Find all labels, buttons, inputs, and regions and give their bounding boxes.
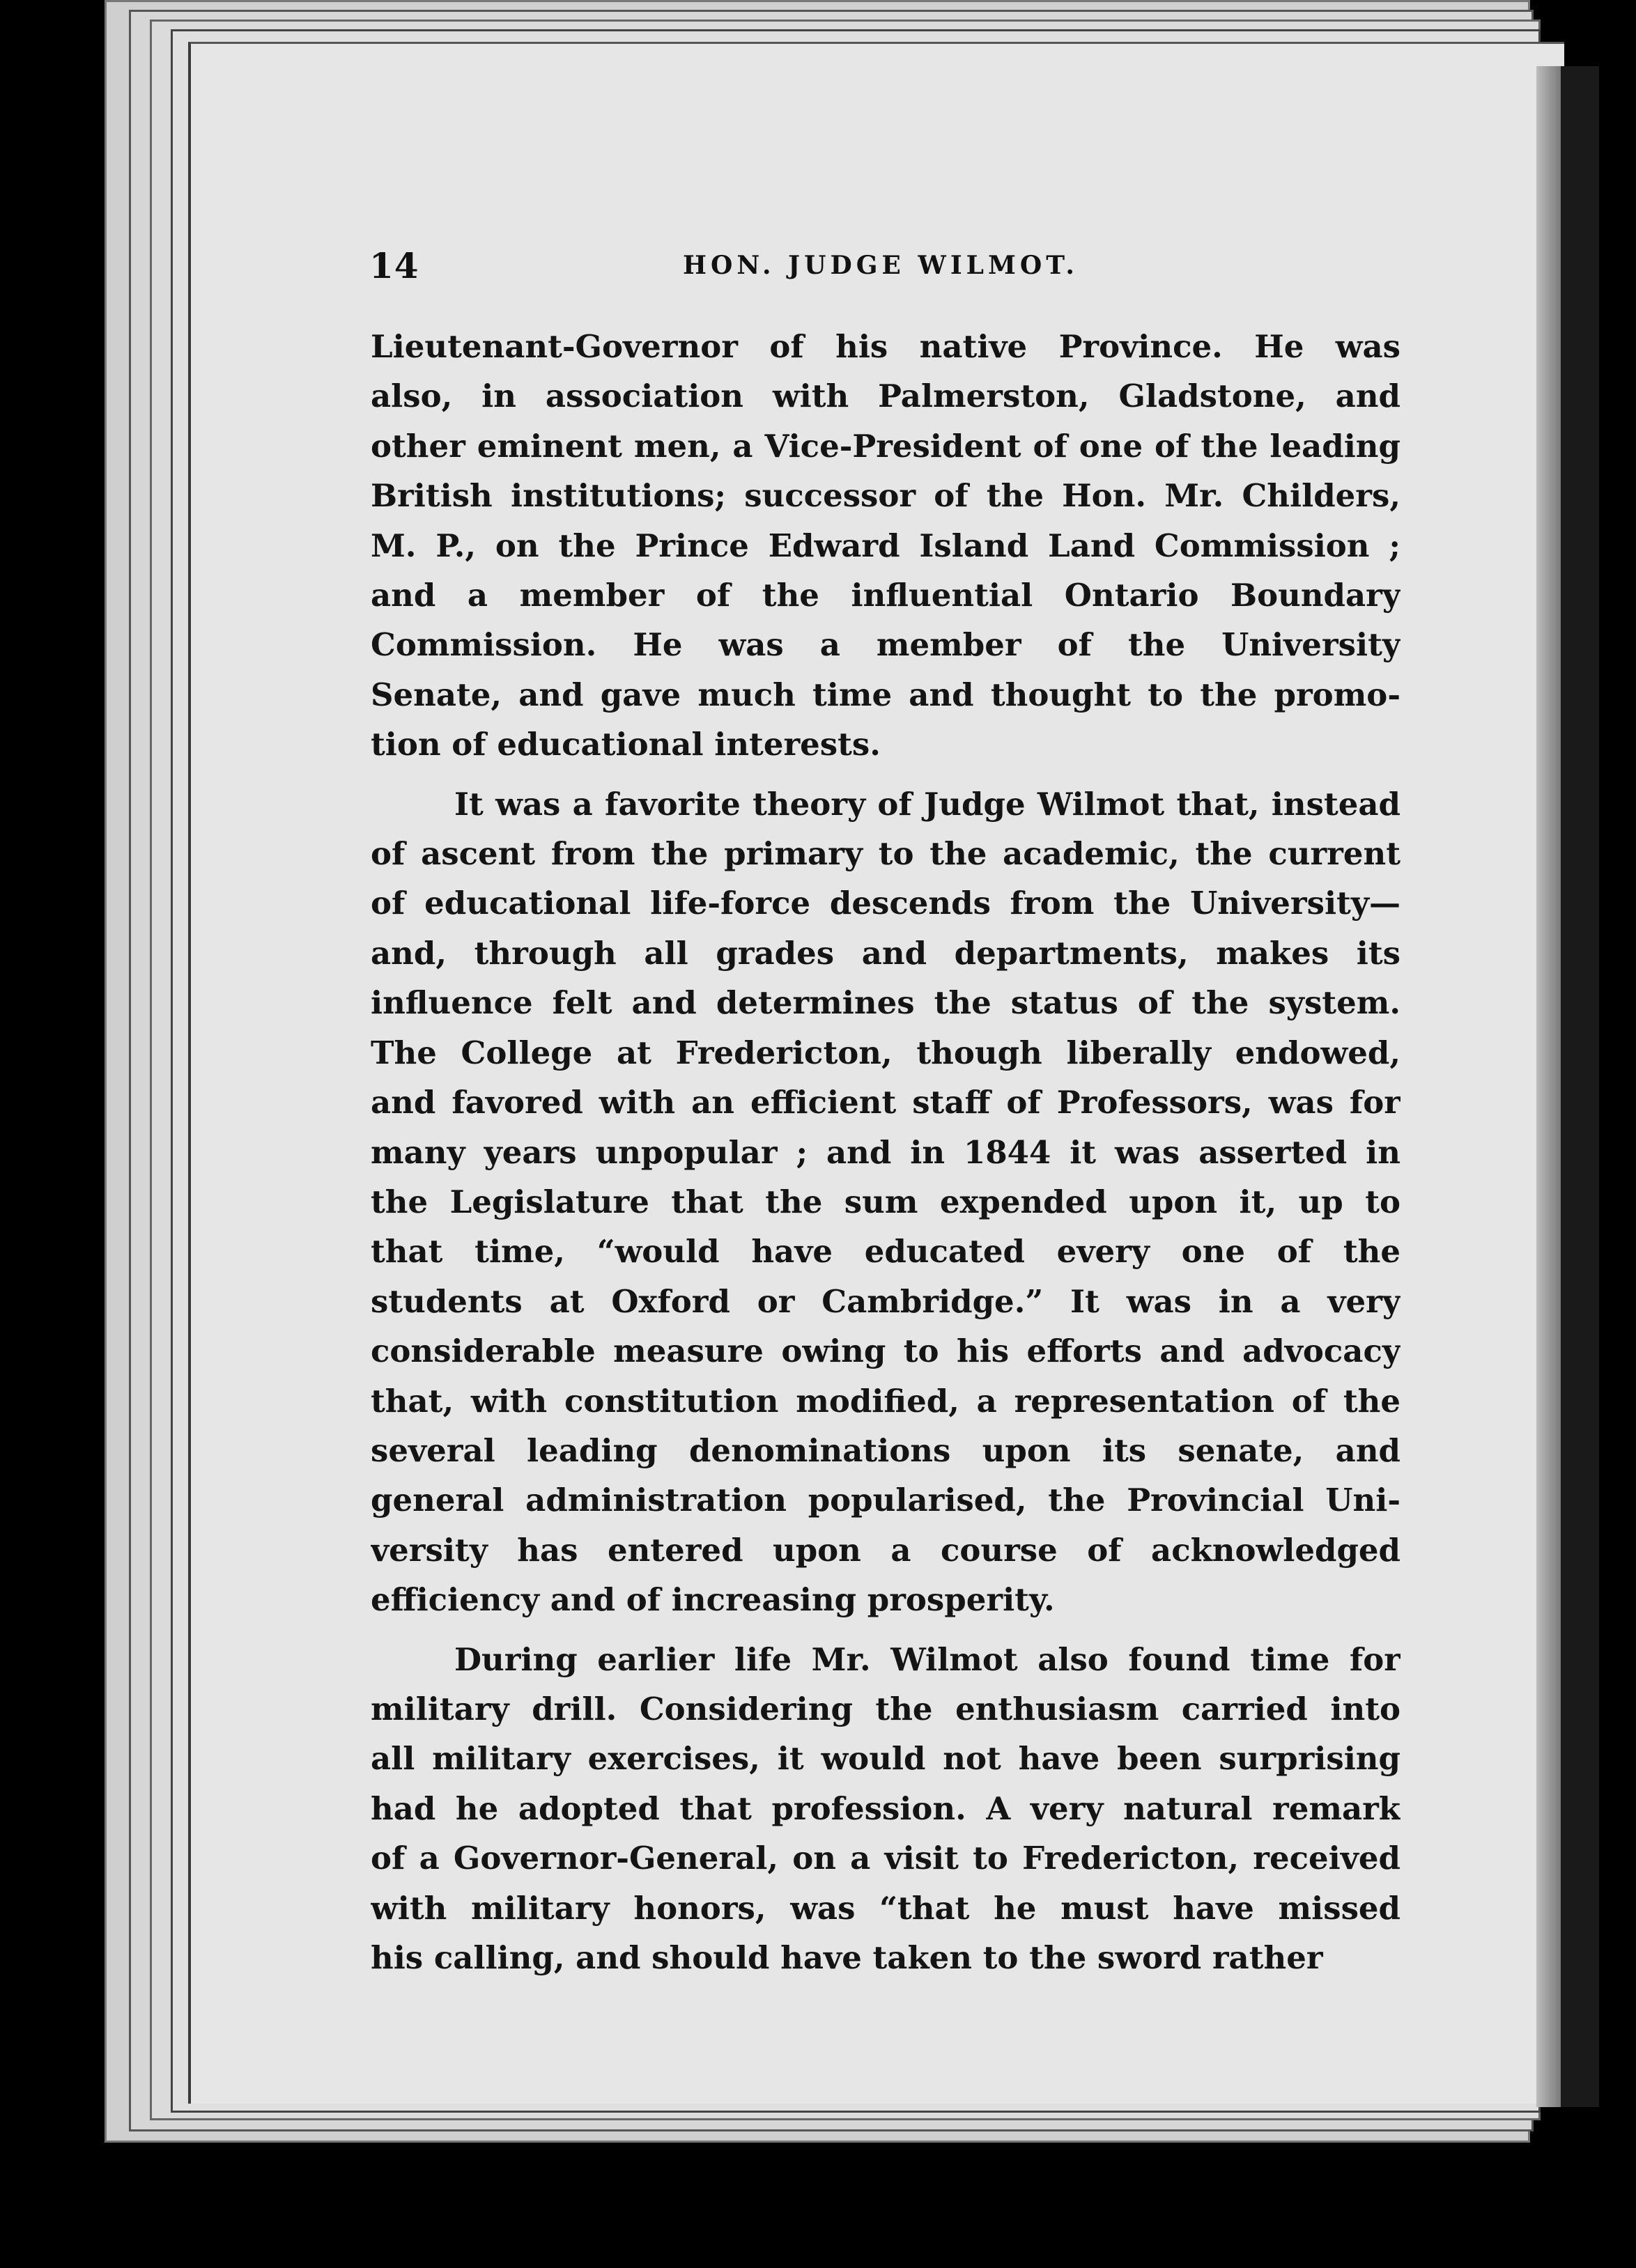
text-line: with military honors, was “that he must have missed: [371, 1889, 1400, 1927]
text-line: Lieutenant-Governor of his native Province. He was: [371, 328, 1400, 365]
text-line: considerable measure owing to his efforts and advocacy: [371, 1333, 1400, 1370]
text-line: and a member of the influential Ontario Boundary: [371, 577, 1400, 614]
text-line: of ascent from the primary to the academic, the current: [371, 835, 1400, 873]
text-line: During earlier life Mr. Wilmot also found time for: [454, 1640, 1400, 1678]
text-line: The College at Fredericton, though liberally endowed,: [371, 1034, 1400, 1071]
text-line: many years unpopular ; and in 1844 it was asserted in: [371, 1133, 1400, 1171]
text-line: and, through all grades and departments, makes its: [371, 934, 1400, 972]
paragraph: [371, 779, 1400, 1625]
text-line: general administration popularised, the Provincial Uni-: [371, 1482, 1400, 1519]
gutter-shadow: [1536, 66, 1561, 2107]
text-line: of a Governor-General, on a visit to Fredericton, received: [371, 1840, 1400, 1877]
text-line: had he adopted that profession. A very natural remark: [371, 1789, 1400, 1827]
paragraph-gap: [371, 770, 1400, 779]
text-line: British institutions; successor of the Hon. Mr. Childers,: [371, 477, 1400, 515]
paragraph-gap: [371, 1625, 1400, 1635]
text-line: that, with constitution modified, a representation of the: [371, 1382, 1400, 1420]
page-number: 14: [369, 245, 419, 286]
text-line: M. P., on the Prince Edward Island Land Commission ;: [371, 527, 1400, 564]
text-line: also, in association with Palmerston, Gladstone, and: [371, 378, 1400, 415]
text-line: other eminent men, a Vice-President of one of the leading: [371, 427, 1400, 465]
page-header: [369, 245, 1400, 287]
paragraph: [371, 1635, 1400, 1983]
text-line: influence felt and determines the status of the system.: [371, 984, 1400, 1022]
binding-gutter: [1561, 66, 1599, 2107]
text-line: It was a favorite theory of Judge Wilmot that, instead: [454, 785, 1400, 823]
body-text: [371, 322, 1400, 1982]
paragraph: [371, 322, 1400, 770]
text-line: all military exercises, it would not have been surprising: [371, 1740, 1400, 1778]
running-head: HON. JUDGE WILMOT.: [683, 251, 1079, 280]
text-line: of educational life-force descends from the University—: [371, 885, 1400, 922]
text-line: his calling, and should have taken to the sword rather: [371, 1939, 1323, 1976]
text-line: tion of educational interests.: [371, 726, 881, 763]
text-line: the Legislature that the sum expended upon it, up to: [371, 1183, 1400, 1220]
text-line: military drill. Considering the enthusiasm carried into: [371, 1690, 1400, 1727]
text-line: efficiency and of increasing prosperity.: [371, 1581, 1055, 1619]
text-line: that time, “would have educated every one of the: [371, 1233, 1400, 1271]
text-line: students at Oxford or Cambridge.” It was in a very: [371, 1282, 1400, 1320]
text-line: Commission. He was a member of the University: [371, 626, 1400, 664]
text-line: and favored with an efficient staff of Professors, was for: [371, 1084, 1400, 1121]
text-line: several leading denominations upon its senate, and: [371, 1431, 1400, 1469]
text-line: Senate, and gave much time and thought to the promo-: [371, 676, 1400, 713]
text-line: versity has entered upon a course of acknowledged: [371, 1531, 1400, 1569]
